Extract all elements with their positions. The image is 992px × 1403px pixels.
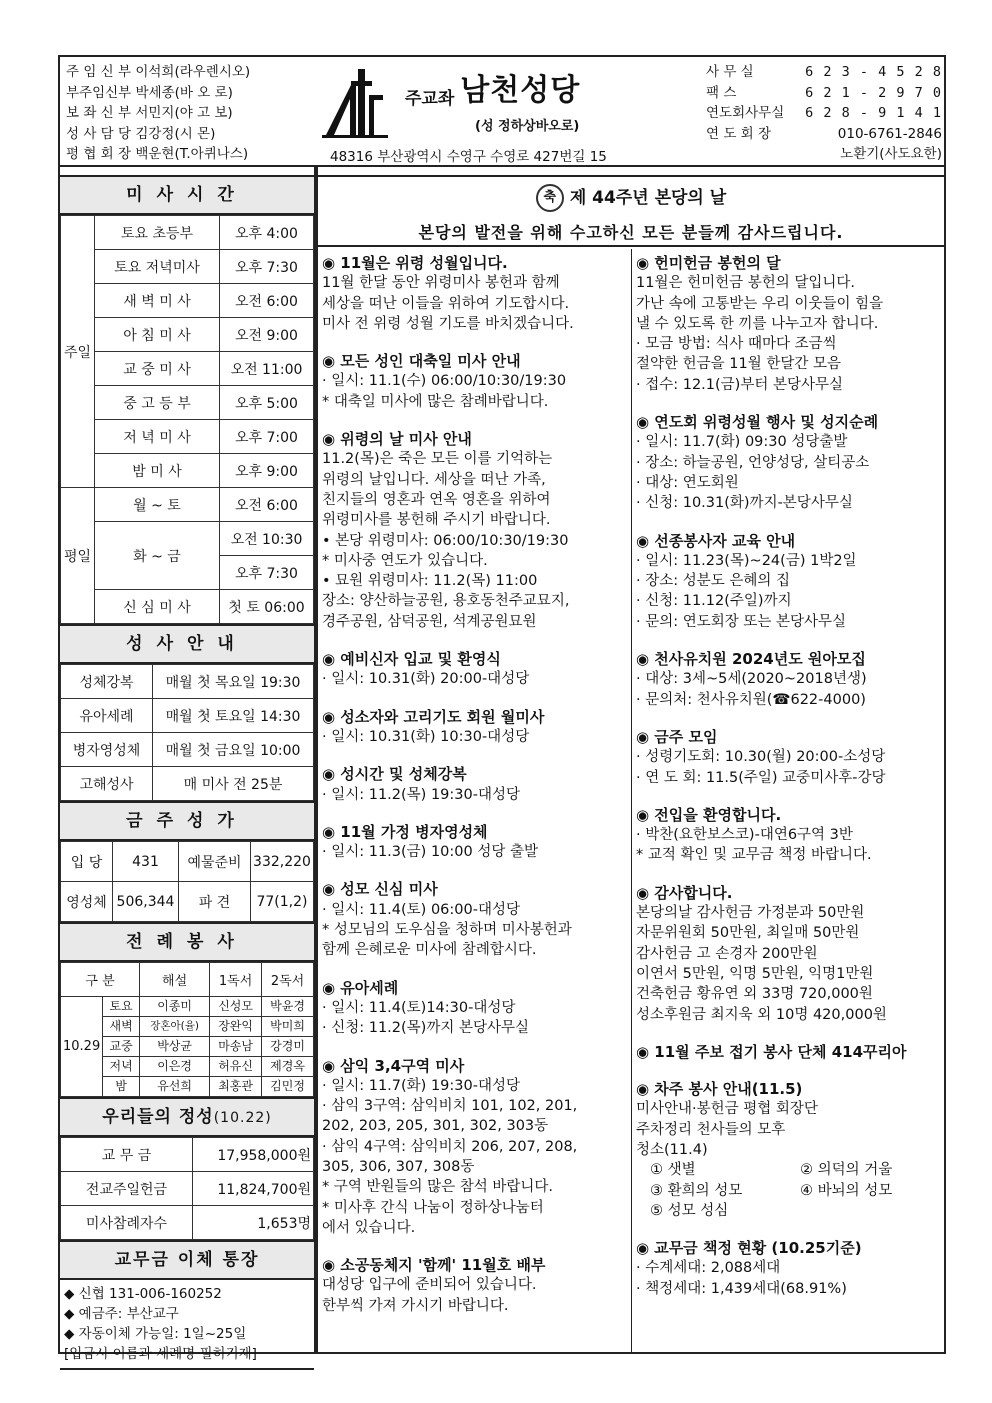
notice-line: 11월은 헌미헌금 봉헌의 달입니다. <box>636 275 855 292</box>
mass-time: 오후 9:00 <box>220 454 314 488</box>
hymn-number: 332,220 <box>251 842 314 882</box>
notice-item <box>322 253 630 334</box>
mass-time: 오전 9:00 <box>220 318 314 352</box>
notice-line: · 일시: 11.4(토)14:30-대성당 <box>322 999 516 1016</box>
notice-heading: ◉ 감사합니다. <box>636 883 733 902</box>
mass-time: 오후 7:30 <box>220 556 314 590</box>
notice-heading: ◉ 헌미헌금 봉헌의 달 <box>636 254 781 272</box>
mass-name: 저 녁 미 사 <box>95 420 220 454</box>
column-divider <box>314 167 318 1354</box>
left-column <box>60 175 314 1370</box>
notice-item <box>322 429 630 632</box>
notice-heading: ◉ 삼익 3,4구역 미사 <box>322 1056 465 1075</box>
server-name: 마송남 <box>210 1037 262 1057</box>
notices-right <box>636 253 942 1316</box>
staff-list <box>66 62 250 165</box>
notice-heading: ◉ 위령의 날 미사 안내 <box>322 430 472 449</box>
server-mass: 밤 <box>103 1077 140 1097</box>
notice-line: · 삼익 4구역: 삼익비치 206, 207, 208, <box>322 1138 578 1155</box>
hymn-heading: 금주성가 <box>60 801 314 841</box>
notice-item <box>322 1056 630 1239</box>
col-header: 구 분 <box>61 963 140 997</box>
notice-heading: ◉ 성모 신심 미사 <box>322 880 438 899</box>
notice-line: · 일시: 11.7(화) 09:30 성당출발 <box>636 434 848 451</box>
server-mass: 저녁 <box>103 1057 140 1077</box>
notice-line: 202, 203, 205, 301, 302, 303동 <box>322 1118 549 1135</box>
notice-heading: ◉ 성소자와 고리기도 회원 월미사 <box>322 707 545 726</box>
notice-line: • 본당 위령미사: 06:00/10:30/19:30 <box>322 532 569 549</box>
staff-line: 평 협 회 장 백운현(T.아퀴나스) <box>66 146 249 162</box>
hymn-label: 예물준비 <box>179 842 251 882</box>
notice-heading: ◉ 모든 성인 대축일 미사 안내 <box>322 352 521 371</box>
notice-line: 본당의날 감사헌금 가정분과 50만원 <box>636 905 865 922</box>
notice-line: 세상을 떠난 이들을 위하여 기도합시다. <box>322 295 570 312</box>
finance-date: (10.22) <box>213 1110 272 1126</box>
mass-time: 오전 11:00 <box>220 352 314 386</box>
finance-name: 교 무 금 <box>61 1138 193 1172</box>
sacrament-time: 매월 첫 목요일 19:30 <box>153 665 314 699</box>
notice-line: · 책정세대: 1,439세대(68.91%) <box>636 1280 847 1297</box>
contact-label: 연도회사무실 <box>706 105 785 121</box>
anniversary-banner <box>318 175 944 247</box>
bank-line: [입금시 이름과 세례명 필히기재] <box>64 1346 257 1362</box>
notice-heading: ◉ 선종봉사자 교육 안내 <box>636 531 796 550</box>
header <box>60 57 944 167</box>
finance-value: 11,824,700원 <box>193 1172 314 1206</box>
church-prefix: 주교좌 <box>405 89 455 109</box>
notice-line: · 대상: 3세~5세(2020~2018년생) <box>636 671 867 688</box>
notice-line: · 일시: 11.2(목) 19:30-대성당 <box>322 786 520 803</box>
notice-heading: ◉ 11월 가정 병자영성체 <box>322 822 488 841</box>
cleaning-groups <box>636 1160 942 1221</box>
sunday-label: 주일 <box>61 216 95 488</box>
server-name: 장완익 <box>210 1017 262 1037</box>
contact-row <box>706 83 942 104</box>
notice-line: · 삼익 3구역: 삼익비치 101, 102, 201, <box>322 1098 578 1115</box>
server-date: 10.29 <box>61 997 103 1097</box>
notice-heading: ◉ 11월은 위령 성월입니다. <box>322 254 508 272</box>
notice-heading: ◉ 금주 모임 <box>636 727 718 746</box>
mass-name: 토요 초등부 <box>95 216 220 250</box>
notice-item <box>636 412 942 513</box>
col-header: 2독서 <box>262 963 314 997</box>
contact-row <box>706 124 942 145</box>
finance-name: 미사참례자수 <box>61 1206 193 1240</box>
church-address: 48316 부산광역시 수영구 수영로 427번길 15 <box>330 149 607 165</box>
notice-item <box>636 253 942 395</box>
notice-line: · 성령기도회: 10.30(월) 20:00-소성당 <box>636 749 886 766</box>
staff-line: 부주임신부 박세종(바 오 로) <box>66 84 233 101</box>
notice-item <box>636 883 942 1025</box>
server-name: 이은경 <box>140 1057 210 1077</box>
notice-line: 친지들의 영혼과 연옥 영혼을 위하여 <box>322 491 551 508</box>
contact-row <box>706 62 942 83</box>
server-name: 최홍관 <box>210 1077 262 1097</box>
notice-line: 미사 전 위령 성월 기도를 바치겠습니다. <box>322 315 574 332</box>
notice-line: · 문의: 연도회장 또는 본당사무실 <box>636 613 847 630</box>
server-mass: 토요 <box>103 997 140 1017</box>
notice-item <box>322 822 630 863</box>
server-name: 허유신 <box>210 1057 262 1077</box>
notice-item <box>636 1079 942 1221</box>
notice-line: * 성모님의 도우심을 청하며 미사봉헌과 <box>322 922 572 939</box>
bank-line: ◆ 신협 131-006-160252 <box>64 1286 222 1302</box>
notice-line: 에서 있습니다. <box>322 1219 416 1236</box>
bank-line: ◆ 자동이체 가능일: 1일~25일 <box>64 1326 247 1342</box>
notice-line: · 대상: 연도회원 <box>636 474 739 491</box>
cleaning-group: ① 샛별 <box>650 1162 696 1179</box>
finance-value: 1,653명 <box>193 1206 314 1240</box>
notice-heading: ◉ 전입을 환영합니다. <box>636 805 782 824</box>
mass-time: 첫 토 06:00 <box>220 590 314 624</box>
servers-table <box>60 962 314 1097</box>
notice-heading: ◉ 소공동체지 '함께' 11월호 배부 <box>322 1256 546 1275</box>
notice-item <box>636 1042 942 1062</box>
contact-label: 사 무 실 <box>706 64 754 80</box>
sacrament-time: 매월 첫 금요일 10:00 <box>153 733 314 767</box>
notice-heading: ◉ 성시간 및 성체강복 <box>322 765 467 784</box>
notice-line: 성소후원금 최지욱 외 10명 420,000원 <box>636 1006 887 1023</box>
notice-line: 경주공원, 삼덕공원, 석계공원묘원 <box>322 613 537 630</box>
server-name: 유선희 <box>140 1077 210 1097</box>
notice-line: · 장소: 하늘공원, 언양성당, 살티공소 <box>636 454 870 471</box>
finance-name: 전교주일헌금 <box>61 1172 193 1206</box>
notice-item <box>636 805 942 866</box>
church-name: 남천성당 <box>460 73 581 108</box>
notice-line: 미사안내·봉헌금 평협 회장단 <box>636 1101 818 1118</box>
staff-line: 성 사 담 당 김강정(시 몬) <box>66 125 216 142</box>
server-name: 제경옥 <box>262 1057 314 1077</box>
notice-line: * 구역 반원들의 많은 참석 바랍니다. <box>322 1179 554 1196</box>
server-mass: 새벽 <box>103 1017 140 1037</box>
notice-line: · 수계세대: 2,088세대 <box>636 1260 781 1277</box>
cleaning-group: ② 의덕의 거울 <box>800 1162 893 1179</box>
server-name: 박상균 <box>140 1037 210 1057</box>
servers-heading: 전례봉사 <box>60 922 314 962</box>
sacrament-time: 매월 첫 토요일 14:30 <box>153 699 314 733</box>
notice-heading: ◉ 연도회 위령성월 행사 및 성지순례 <box>636 413 879 432</box>
contact-value: 6 2 8 - 9 1 4 1 <box>805 105 942 121</box>
hymn-table <box>60 841 314 922</box>
bank-info <box>60 1280 314 1370</box>
mass-name: 화 ~ 금 <box>95 522 220 590</box>
staff-line: 주 임 신 부 이석희(라우렌시오) <box>66 64 251 80</box>
notice-item <box>636 727 942 788</box>
notice-item <box>322 978 630 1039</box>
notice-item <box>322 649 630 690</box>
mass-time: 오후 5:00 <box>220 386 314 420</box>
notice-item <box>636 649 942 710</box>
banner-subtitle: 본당의 발전을 위해 수고하신 모든 분들께 감사드립니다. <box>418 223 844 242</box>
notice-line: · 일시: 11.1(수) 06:00/10:30/19:30 <box>322 373 567 390</box>
hymn-label: 파 견 <box>179 882 251 922</box>
notice-line: · 일시: 11.4(토) 06:00-대성당 <box>322 901 520 918</box>
mass-name: 토요 저녁미사 <box>95 250 220 284</box>
notice-line: 위령미사를 봉헌해 주시기 바랍니다. <box>322 512 551 529</box>
mass-times-heading: 미사시간 <box>60 175 314 215</box>
sacrament-name: 성체강복 <box>61 665 153 699</box>
col-header: 해설 <box>140 963 210 997</box>
contact-label: 연 도 회 장 <box>706 125 772 142</box>
server-name: 박윤경 <box>262 997 314 1017</box>
notice-item <box>322 879 630 960</box>
mass-time: 오후 7:30 <box>220 250 314 284</box>
mass-time: 오전 6:00 <box>220 488 314 522</box>
hymn-number: 431 <box>113 842 179 882</box>
celebration-seal-icon: 축 <box>536 184 564 212</box>
notice-divider <box>631 249 632 1354</box>
sacrament-name: 고해성사 <box>61 767 153 801</box>
notice-line: 건축헌금 황유연 외 33명 720,000원 <box>636 986 873 1003</box>
hymn-label: 영성체 <box>61 882 113 922</box>
hymn-number: 77(1,2) <box>251 882 314 922</box>
notice-item <box>322 764 630 805</box>
mass-name: 교 중 미 사 <box>95 352 220 386</box>
mass-name: 밤 미 사 <box>95 454 220 488</box>
sacrament-time: 매 미사 전 25분 <box>153 767 314 801</box>
notice-heading: ◉ 교무금 책정 현황 (10.25기준) <box>636 1239 862 1258</box>
notice-item <box>636 531 942 632</box>
banner-title: 제 44주년 본당의 날 <box>569 188 727 208</box>
mass-name: 새 벽 미 사 <box>95 284 220 318</box>
notice-item <box>636 1238 942 1299</box>
hymn-label: 입 당 <box>61 842 113 882</box>
notice-line: · 신청: 10.31(화)까지-본당사무실 <box>636 495 853 512</box>
contact-row <box>706 103 942 124</box>
notice-heading: ◉ 차주 봉사 안내(11.5) <box>636 1080 803 1099</box>
bank-line: ◆ 예금주: 부산교구 <box>64 1306 179 1322</box>
notice-heading: ◉ 예비신자 입교 및 환영식 <box>322 650 501 669</box>
mass-time: 오전 6:00 <box>220 284 314 318</box>
notices-left <box>322 253 630 1333</box>
sacrament-name: 유아세례 <box>61 699 153 733</box>
mass-times-table <box>60 215 314 624</box>
sacrament-name: 병자영성체 <box>61 733 153 767</box>
notice-line: · 접수: 12.1(금)부터 본당사무실 <box>636 376 843 393</box>
notice-item <box>322 351 630 412</box>
mass-time: 오후 7:00 <box>220 420 314 454</box>
notice-line: 대성당 입구에 준비되어 있습니다. <box>322 1277 537 1294</box>
finance-value: 17,958,000원 <box>193 1138 314 1172</box>
notice-line: 함께 은혜로운 미사에 참례합시다. <box>322 942 537 959</box>
notice-line: 감사헌금 고 손경자 200만원 <box>636 945 818 962</box>
notice-line: 가난 속에 고통받는 우리 이웃들이 힘을 <box>636 295 884 312</box>
notice-line: 위령의 날입니다. 세상을 떠난 가족, <box>322 471 546 488</box>
church-patron: (성 정하상바오로) <box>475 119 580 134</box>
col-header: 1독서 <box>210 963 262 997</box>
notice-line: 이연서 5만원, 익명 5만원, 익명1만원 <box>636 965 874 982</box>
notice-item <box>322 1255 630 1316</box>
contact-row <box>706 144 942 165</box>
sacrament-table <box>60 664 314 801</box>
notice-line: 자문위원회 50만원, 최일매 50만원 <box>636 925 860 942</box>
notice-line: · 문의처: 천사유치원(☎622-4000) <box>636 691 866 708</box>
notice-line: 청소(11.4) <box>636 1141 708 1158</box>
mass-time: 오후 4:00 <box>220 216 314 250</box>
staff-line: 보 좌 신 부 서민지(야 고 보) <box>66 105 233 121</box>
finance-title: 우리들의 정성 <box>102 1107 214 1127</box>
contact-list <box>706 62 942 165</box>
notice-line: * 교적 확인 및 교무금 책정 바랍니다. <box>636 847 872 864</box>
notice-line: 11월 한달 동안 위령미사 봉헌과 함께 <box>322 275 560 292</box>
mass-name: 월 ~ 토 <box>95 488 220 522</box>
notice-line: 한부씩 가져 가시기 바랍니다. <box>322 1297 509 1314</box>
sacrament-heading: 성사안내 <box>60 624 314 664</box>
hymn-number: 506,344 <box>113 882 179 922</box>
mass-name: 중 고 등 부 <box>95 386 220 420</box>
weekday-label: 평일 <box>61 488 95 624</box>
contact-value: 6 2 3 - 4 5 2 8 <box>805 64 942 80</box>
bulletin-page <box>58 55 946 1362</box>
notice-line: · 모금 방법: 식사 때마다 조금씩 <box>636 336 837 353</box>
server-name: 강경미 <box>262 1037 314 1057</box>
mass-name: 신 심 미 사 <box>95 590 220 624</box>
notice-line: · 일시: 11.23(목)~24(금) 1박2일 <box>636 552 857 569</box>
notice-line: 주차정리 천사들의 모후 <box>636 1121 786 1138</box>
notice-line: 11.2(목)은 죽은 모든 이를 기억하는 <box>322 451 553 468</box>
notice-line: · 신청: 11.2(목)까지 본당사무실 <box>322 1020 529 1037</box>
notice-line: * 대축일 미사에 많은 참례바랍니다. <box>322 393 549 410</box>
notice-line: · 장소: 성분도 은혜의 집 <box>636 573 790 590</box>
notice-line: · 일시: 11.7(화) 19:30-대성당 <box>322 1077 520 1094</box>
notice-line: * 미사중 연도가 있습니다. <box>322 552 488 569</box>
server-mass: 교중 <box>103 1037 140 1057</box>
notice-line: · 일시: 10.31(화) 10:30-대성당 <box>322 728 530 745</box>
server-name: 이종미 <box>140 997 210 1017</box>
notice-line: 305, 306, 307, 308동 <box>322 1158 475 1175</box>
server-name: 박미희 <box>262 1017 314 1037</box>
banner-title-row <box>318 183 944 212</box>
finance-table <box>60 1137 314 1240</box>
contact-value: 6 2 1 - 2 9 7 0 <box>805 84 942 101</box>
notice-line: • 묘원 위령미사: 11.2(목) 11:00 <box>322 573 538 590</box>
notice-line: · 연 도 회: 11.5(주일) 교중미사후-강당 <box>636 769 886 786</box>
finance-heading <box>60 1097 314 1137</box>
notice-line: · 일시: 11.3(금) 10:00 성당 출발 <box>322 844 538 861</box>
server-name: 신성모 <box>210 997 262 1017</box>
notice-line: * 미사후 간식 나눔이 정하상나눔터 <box>322 1199 544 1216</box>
contact-value: 노환기(사도요한) <box>840 146 942 162</box>
cleaning-group: ④ 바뇌의 성모 <box>800 1182 893 1199</box>
server-name: 장혼아(율) <box>140 1017 210 1037</box>
bank-heading: 교무금 이체 통장 <box>60 1240 314 1280</box>
church-title <box>405 65 675 134</box>
church-logo-icon <box>322 65 392 139</box>
server-name: 김민정 <box>262 1077 314 1097</box>
notice-heading: ◉ 천사유치원 2024년도 원아모집 <box>636 650 866 669</box>
notice-heading: ◉ 유아세례 <box>322 978 399 997</box>
notice-line: · 신청: 11.12(주일)까지 <box>636 593 792 610</box>
cleaning-group: ③ 환희의 성모 <box>650 1182 743 1199</box>
notice-line: · 일시: 10.31(화) 20:00-대성당 <box>322 671 530 688</box>
cleaning-group: ⑤ 성모 성심 <box>650 1202 729 1219</box>
notice-item <box>322 707 630 748</box>
notice-line: 장소: 양산하늘공원, 용호동천주교묘지, <box>322 593 570 610</box>
notice-heading: ◉ 11월 주보 접기 봉사 단체 414꾸리아 <box>636 1042 907 1061</box>
notice-line: 절약한 헌금을 11월 한달간 모음 <box>636 356 841 373</box>
notice-line: 낼 수 있도록 한 끼를 나누고자 합니다. <box>636 315 879 332</box>
contact-value: 010-6761-2846 <box>837 125 942 142</box>
mass-name: 아 침 미 사 <box>95 318 220 352</box>
notice-line: · 박찬(요한보스코)-대연6구역 3반 <box>636 827 853 844</box>
contact-label: 팩 스 <box>706 84 737 101</box>
mass-time: 오전 10:30 <box>220 522 314 556</box>
